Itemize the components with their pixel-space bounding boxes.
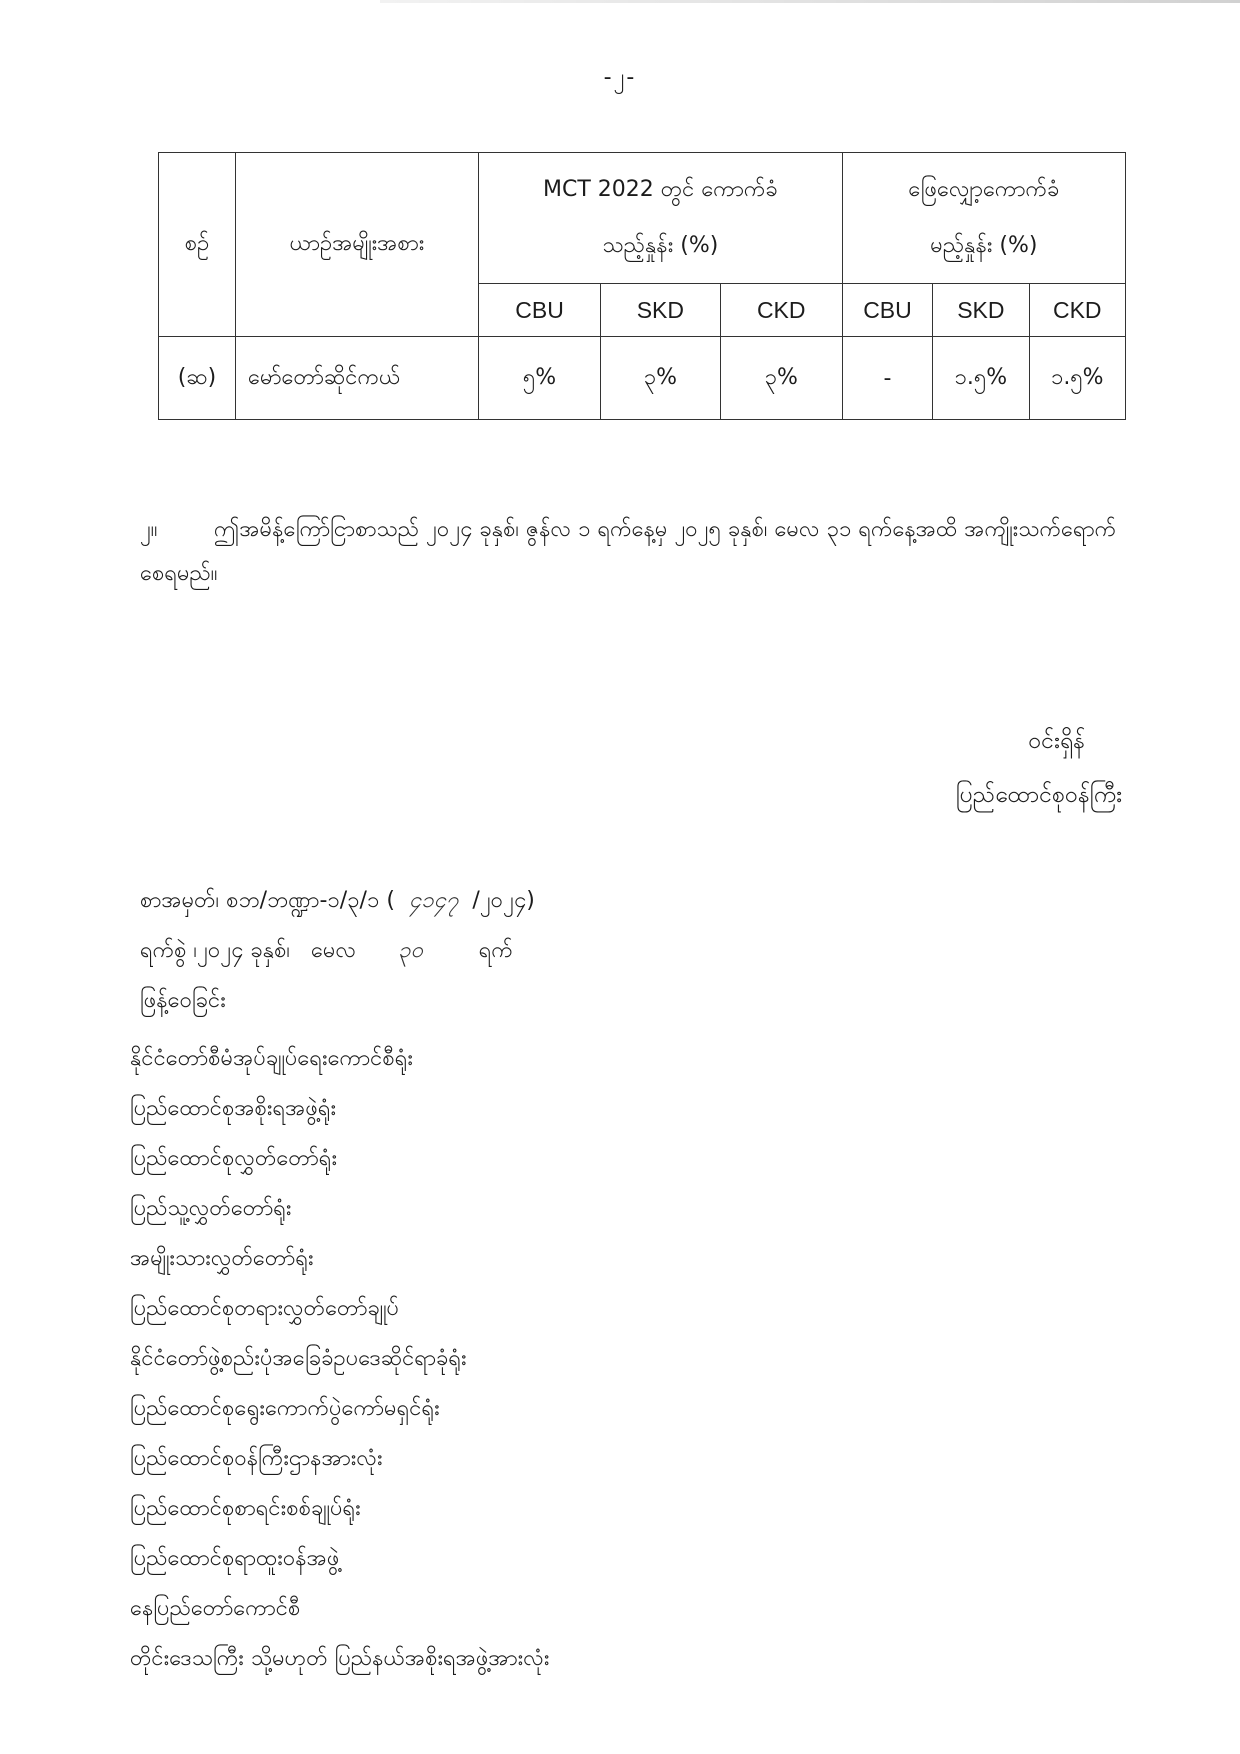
list-item: ပြည်ထောင်စုတရားလွှတ်တော်ချုပ် — [130, 1296, 400, 1321]
letter-number — [140, 876, 535, 926]
paragraph-text: ဤအမိန့်ကြော်ငြာစာသည် ၂၀၂၄ ခုနှစ်၊ ဇွန်လ ၁ ရက်နေ့မှ ၂၀၂၅ ခုနှစ်၊ မေလ ၃၁ ရက်နေ့အထိ အကျိုးသက်ရောက်စေရမည်။ — [140, 517, 1117, 586]
row-value: ၃% — [601, 337, 721, 420]
letter-number-prefix: စာအမှတ်၊ စဘ/ဘဏ္ဍာ-၁/၃/၁ ( — [140, 888, 395, 913]
header-mct-rate — [479, 153, 843, 284]
list-item: နေပြည်တော်ကောင်စီ — [130, 1596, 301, 1621]
subheader-cbu: CBU — [479, 284, 601, 337]
subheader-ckd: CKD — [1029, 284, 1125, 337]
distribution-label: ဖြန့်ဝေခြင်း — [140, 988, 226, 1013]
row-value: ၅% — [479, 337, 601, 420]
list-item: အမျိုးသားလွှတ်တော်ရုံး — [130, 1246, 314, 1271]
page-number: -၂- — [603, 65, 637, 90]
tax-rate-table — [158, 152, 1126, 420]
table-header-row — [159, 153, 1126, 284]
subheader-skd: SKD — [601, 284, 721, 337]
list-item: တိုင်းဒေသကြီး သို့မဟုတ် ပြည်နယ်အစိုးရအဖွဲ့အားလုံး — [130, 1646, 550, 1671]
list-item: နိုင်ငံတော်စီမံအုပ်ချုပ်ရေးကောင်စီရုံး — [130, 1046, 413, 1071]
list-item: ပြည်ထောင်စုရွေးကောက်ပွဲကော်မရှင်ရုံး — [130, 1396, 440, 1421]
subheader-cbu: CBU — [842, 284, 932, 337]
scan-edge-shadow — [380, 0, 1240, 3]
header-relief-line1: ဖြေလျှော့ကောက်ခံ — [908, 177, 1060, 202]
header-vehicle-type: ယာဉ်အမျိုးအစား — [236, 153, 479, 337]
row-value: ၃% — [720, 337, 842, 420]
header-relief-rate — [842, 153, 1125, 284]
reference-block — [140, 876, 535, 1026]
list-item: ပြည်ထောင်စုစာရင်းစစ်ချုပ်ရုံး — [130, 1496, 361, 1521]
list-item: ပြည်ထောင်စုအစိုးရအဖွဲ့ရုံး — [130, 1096, 337, 1121]
date-prefix: ရက်စွဲ ၊၂၀၂၄ ခုနှစ်၊ — [140, 938, 290, 963]
letter-date — [140, 926, 535, 976]
header-relief-line2: မည့်နှုန်း (%) — [930, 233, 1038, 258]
signatory-title: ပြည်ထောင်စုဝန်ကြီး — [955, 782, 1122, 808]
date-day-handwritten: ၃၀ — [398, 938, 423, 963]
row-value: ၁.၅% — [1029, 337, 1125, 420]
list-item: ပြည်ထောင်စုလွှတ်တော်ရုံး — [130, 1146, 338, 1171]
letter-number-handwritten: ၄၁၄၇ — [408, 888, 459, 913]
subheader-ckd: CKD — [720, 284, 842, 337]
row-value: ၁.၅% — [933, 337, 1029, 420]
list-item: နိုင်ငံတော်ဖွဲ့စည်းပုံအခြေခံဥပဒေဆိုင်ရာခုံရုံး — [130, 1346, 467, 1371]
date-month: မေလ — [310, 938, 357, 963]
list-item: ပြည်သူ့လွှတ်တော်ရုံး — [130, 1196, 292, 1221]
letter-number-suffix: /၂၀၂၄) — [472, 888, 535, 913]
effective-date-paragraph — [140, 508, 1130, 596]
recipient-list — [130, 1034, 549, 1684]
signatory-name: ဝင်းရှိန် — [1028, 728, 1085, 754]
row-serial: (ဆ) — [159, 337, 236, 420]
row-value: - — [842, 337, 932, 420]
table-row — [159, 337, 1126, 420]
paragraph-number: ၂။ — [140, 517, 158, 542]
subheader-skd: SKD — [933, 284, 1029, 337]
date-suffix: ရက် — [478, 938, 513, 963]
row-vehicle-type: မော်တော်ဆိုင်ကယ် — [236, 337, 479, 420]
list-item: ပြည်ထောင်စုရာထူးဝန်အဖွဲ့ — [130, 1546, 340, 1571]
list-item: ပြည်ထောင်စုဝန်ကြီးဌာနအားလုံး — [130, 1446, 383, 1471]
header-mct-line1: MCT 2022 တွင် ကောက်ခံ — [542, 177, 778, 202]
header-serial: စဉ် — [159, 153, 236, 337]
header-mct-line2: သည့်နှုန်း (%) — [602, 233, 719, 258]
